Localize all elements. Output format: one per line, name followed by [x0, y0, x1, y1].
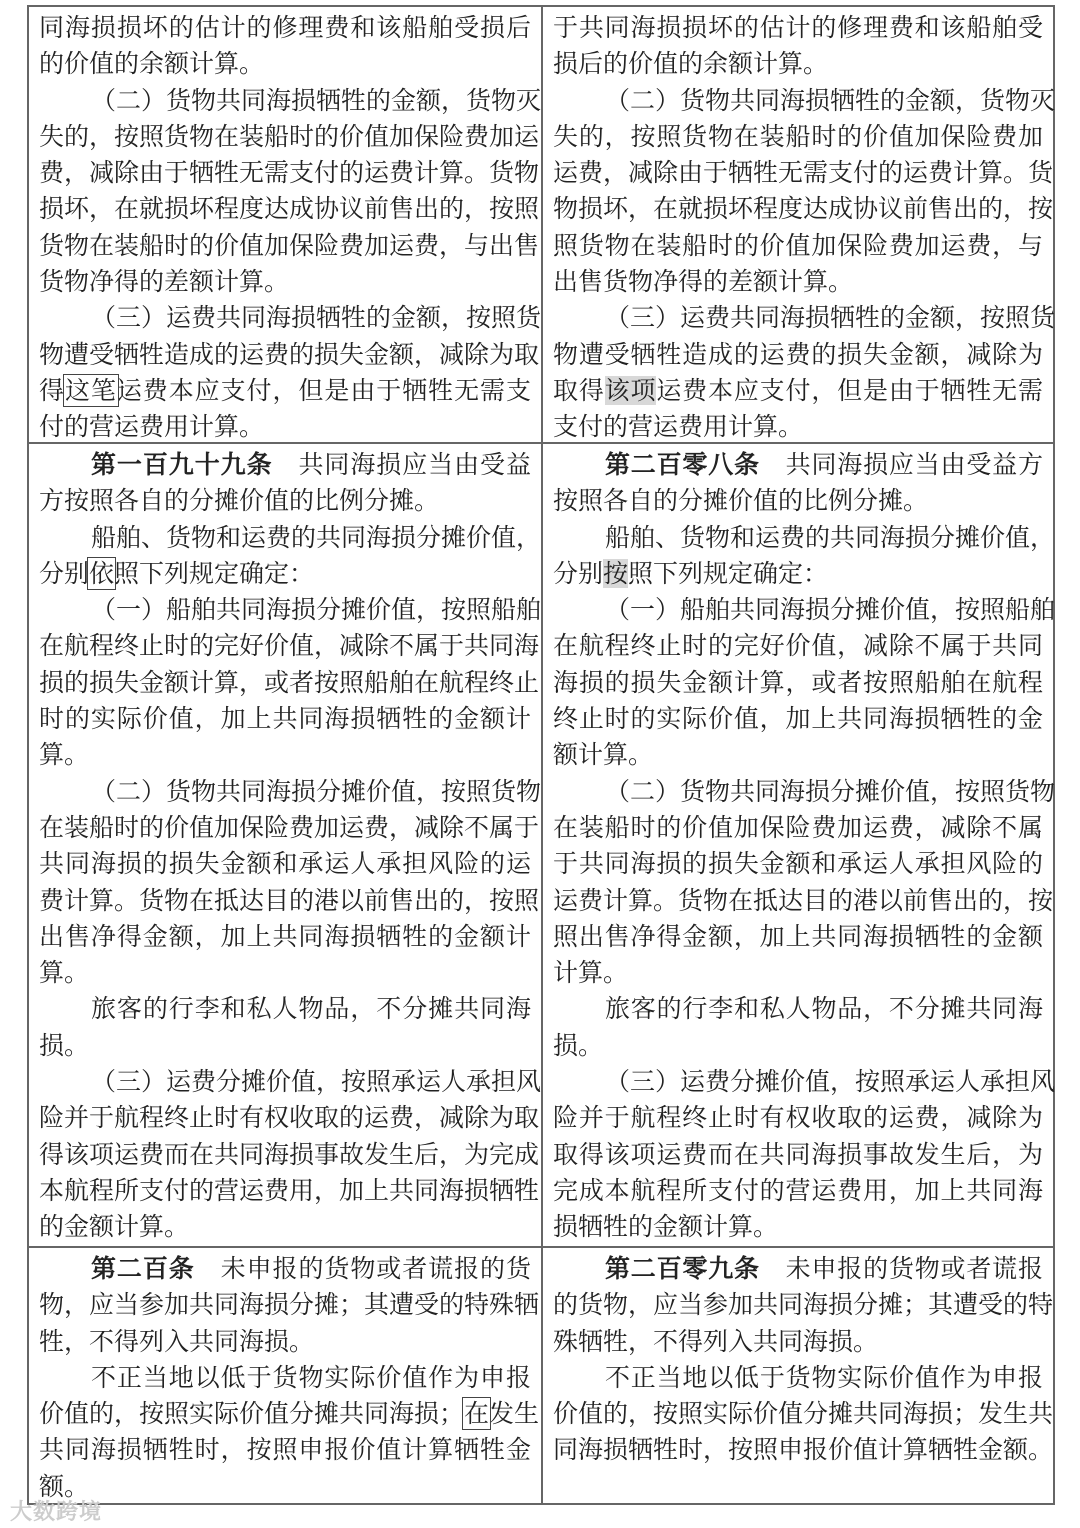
- highlighted-change: 按: [603, 558, 629, 588]
- text-line: [553, 447, 1043, 483]
- text-line: 物，应当参加共同海损分摊；其遭受的特殊牺: [39, 1290, 540, 1320]
- text-line: [553, 373, 1043, 409]
- text-line: 险并于航程终止时有权收取的运费，减除为取: [39, 1103, 540, 1133]
- text-line: 牲，不得列入共同海损。: [39, 1326, 315, 1356]
- text-line: 物损坏，在就损坏程度达成协议前售出的，按: [553, 194, 1054, 224]
- text-line: 物遭受牺牲造成的运费的损失金额，减除为取: [39, 339, 540, 369]
- text-line: 在装船时的价值加保险费加运费，减除不属: [553, 812, 1043, 842]
- text-line: 于共同海损的损失金额和承运人承担风险的: [553, 849, 1043, 879]
- text-segment: 发生: [489, 1399, 540, 1429]
- text-line: 同海损牺牲时，按照申报价值计算牺牲金额。: [553, 1435, 1054, 1465]
- text-line: 的价值的余额计算。: [39, 49, 265, 79]
- text-line: 的金额计算。: [39, 1212, 190, 1242]
- text-line: 货物在装船时的价值加保险费加运费，与出售: [39, 230, 540, 260]
- article-number: 第一百九十九条: [91, 450, 273, 479]
- text-line: 在航程终止时的完好价值，减除不属于共同: [553, 631, 1043, 661]
- text-line: 本航程所支付的营运费用，加上共同海损牺牲: [39, 1175, 540, 1205]
- text-line: 终止时的实际价值，加上共同海损牺牲的金: [553, 704, 1043, 734]
- text-segment: 分别: [553, 558, 604, 588]
- text-line: 损的损失金额计算，或者按照船舶在航程终止: [39, 667, 540, 697]
- text-line: 不正当地以低于货物实际价值作为申报: [605, 1362, 1043, 1392]
- text-line: 运费计算。货物在抵达目的港以前售出的，按: [553, 885, 1054, 915]
- text-line: 时的实际价值，加上共同海损牺牲的金额计: [39, 704, 531, 734]
- text-line: 旅客的行李和私人物品，不分摊共同海: [605, 994, 1043, 1024]
- watermark-logo: 大数跨境: [10, 1500, 103, 1525]
- text-line: 付的营运费用计算。: [39, 412, 265, 442]
- text-line: 不正当地以低于货物实际价值作为申报: [91, 1362, 531, 1392]
- new-text-cell: [541, 444, 1055, 1246]
- text-line: 计算。: [553, 958, 629, 988]
- text-line: 价值的，按照实际价值分摊共同海损；发生共: [553, 1399, 1054, 1429]
- text-line: （二）货物共同海损牺牲的金额，货物灭: [91, 85, 542, 115]
- text-line: 运费，减除由于牺牲无需支付的运费计算。货: [553, 158, 1054, 188]
- article-number: 第二百零九条: [605, 1254, 760, 1283]
- text-line: 损坏，在就损坏程度达成协议前售出的，按照: [39, 194, 540, 224]
- text-segment: 未申报的货物或者谎报的货: [194, 1254, 531, 1283]
- text-line: 损。: [553, 1030, 604, 1060]
- article-number: 第二百条: [91, 1254, 195, 1283]
- text-line: 物遭受牺牲造成的运费的损失金额，减除为: [553, 339, 1043, 369]
- text-line: （三）运费共同海损牺牲的金额，按照货: [605, 303, 1056, 333]
- law-comparison-table: [27, 5, 1055, 1505]
- highlighted-change: 该项: [604, 375, 657, 405]
- boxed-change: 在: [464, 1399, 490, 1429]
- table-row: [27, 444, 1055, 1248]
- text-line: [553, 1251, 1043, 1287]
- text-line: （二）货物共同海损牺牲的金额，货物灭: [605, 85, 1056, 115]
- text-line: 完成本航程所支付的营运费用，加上共同海: [553, 1175, 1043, 1205]
- text-line: 失的，按照货物在装船时的价值加保险费加运: [39, 121, 540, 151]
- text-line: 同海损损坏的估计的修理费和该船舶受损后: [39, 13, 531, 42]
- text-line: 出售净得金额，加上共同海损牺牲的金额计: [39, 921, 531, 951]
- text-line: 按照各自的分摊价值的比例分摊。: [553, 486, 929, 516]
- text-line: 在航程终止时的完好价值，减除不属于共同海: [39, 631, 540, 661]
- text-line: [39, 1251, 531, 1287]
- table-row: [27, 1248, 1055, 1505]
- text-segment: 取得: [553, 375, 605, 405]
- text-segment: 共同海损应当由受益方: [759, 450, 1043, 479]
- text-line: （二）货物共同海损分摊价值，按照货物: [605, 776, 1056, 806]
- text-line: （三）运费分摊价值，按照承运人承担风: [91, 1067, 542, 1097]
- text-line: 共同海损牺牲时，按照申报价值计算牺牲金: [39, 1435, 531, 1465]
- text-line: 损后的价值的余额计算。: [553, 49, 829, 79]
- text-segment: 照下列规定确定：: [628, 558, 829, 588]
- text-line: 额计算。: [553, 740, 654, 770]
- text-line: 损牺牲的金额计算。: [553, 1212, 779, 1242]
- text-line: 照出售净得金额，加上共同海损牺牲的金额: [553, 921, 1043, 951]
- text-segment: 分别: [39, 558, 90, 588]
- text-line: 险并于航程终止时有权收取的运费，减除为: [553, 1103, 1043, 1133]
- old-text-cell: [27, 7, 541, 442]
- text-line: （一）船舶共同海损分摊价值，按照船舶: [91, 595, 542, 625]
- text-line: 得该项运费而在共同海损事故发生后，为完成: [39, 1139, 540, 1169]
- text-line: 海损的损失金额计算，或者按照船舶在航程: [553, 667, 1043, 697]
- text-line: （三）运费分摊价值，按照承运人承担风: [605, 1067, 1056, 1097]
- text-line: 货物净得的差额计算。: [39, 267, 290, 297]
- text-segment: 运费本应支付，但是由于牺牲无需: [656, 375, 1043, 405]
- text-segment: 照下列规定确定：: [114, 558, 315, 588]
- text-line: （三）运费共同海损牺牲的金额，按照货: [91, 303, 542, 333]
- text-line: 船舶、货物和运费的共同海损分摊价值，: [605, 522, 1056, 552]
- text-line: 额。: [39, 1471, 90, 1501]
- text-line: 出售货物净得的差额计算。: [553, 267, 854, 297]
- text-line: 损。: [39, 1030, 90, 1060]
- new-text-cell: [541, 1248, 1055, 1503]
- text-line: 方按照各自的分摊价值的比例分摊。: [39, 486, 440, 516]
- old-text-cell: [27, 1248, 541, 1503]
- text-segment: 得: [39, 375, 65, 405]
- old-text-cell: [27, 444, 541, 1246]
- text-line: 在装船时的价值加保险费加运费，减除不属于: [39, 812, 540, 842]
- text-line: 算。: [39, 958, 90, 988]
- text-line: 于共同海损损坏的估计的修理费和该船舶受: [553, 13, 1043, 42]
- text-line: （一）船舶共同海损分摊价值，按照船舶: [605, 595, 1056, 625]
- text-line: 共同海损的损失金额和承运人承担风险的运: [39, 849, 531, 879]
- table-row: [27, 7, 1055, 444]
- text-line: 失的，按照货物在装船时的价值加保险费加: [553, 121, 1043, 151]
- text-line: 殊牺牲，不得列入共同海损。: [553, 1326, 879, 1356]
- text-segment: 共同海损应当由受益: [272, 450, 531, 479]
- text-line: 算。: [39, 740, 90, 770]
- text-line: [39, 373, 531, 409]
- text-line: （二）货物共同海损分摊价值，按照货物: [91, 776, 542, 806]
- text-segment: 未申报的货物或者谎报: [759, 1254, 1043, 1283]
- text-line: 的货物，应当参加共同海损分摊；其遭受的特: [553, 1290, 1054, 1320]
- text-line: 旅客的行李和私人物品，不分摊共同海: [91, 994, 531, 1024]
- text-line: [39, 447, 531, 483]
- boxed-change: 依: [89, 558, 115, 588]
- boxed-change: 这笔: [64, 375, 117, 405]
- text-line: 取得该项运费而在共同海损事故发生后，为: [553, 1139, 1043, 1169]
- text-line: [39, 1396, 540, 1432]
- text-segment: 价值的，按照实际价值分摊共同海损；: [39, 1399, 465, 1429]
- text-line: 费，减除由于牺牲无需支付的运费计算。货物: [39, 158, 540, 188]
- new-text-cell: [541, 7, 1055, 442]
- text-line: 费计算。货物在抵达目的港以前售出的，按照: [39, 885, 540, 915]
- text-line: 船舶、货物和运费的共同海损分摊价值，: [91, 522, 542, 552]
- text-line: [39, 556, 531, 592]
- text-line: [553, 556, 1043, 592]
- text-line: 支付的营运费用计算。: [553, 412, 804, 442]
- article-number: 第二百零八条: [605, 450, 760, 479]
- text-line: 照货物在装船时的价值加保险费加运费，与: [553, 230, 1043, 260]
- text-segment: 运费本应支付，但是由于牺牲无需支: [116, 375, 531, 405]
